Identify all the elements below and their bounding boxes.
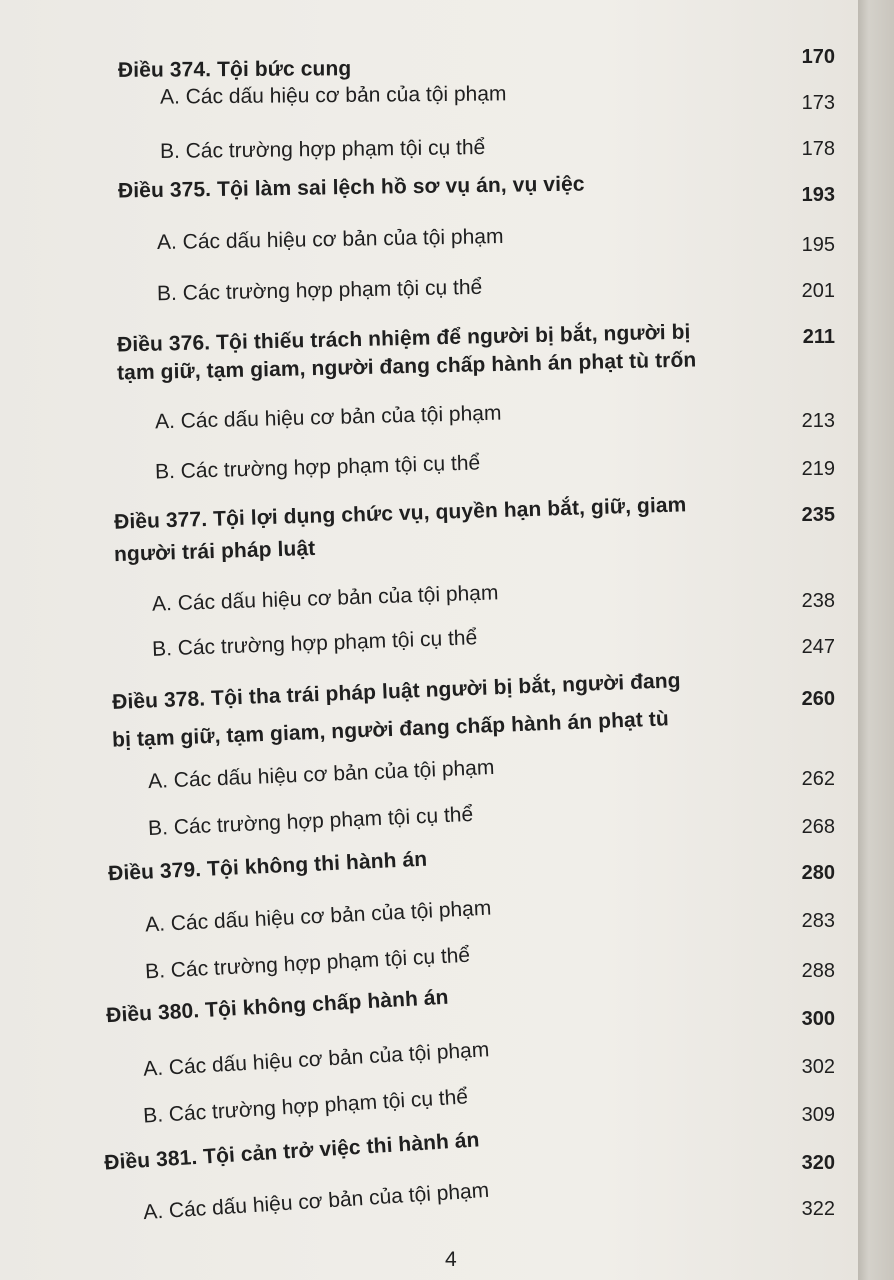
toc-article-title: Điều 377. Tội lợi dụng chức vụ, quyền hạn bắt, giữ, giam (113, 493, 687, 534)
toc-page-number: 211 (802, 326, 835, 348)
toc-article-title-continued: bị tạm giữ, tạm giam, người đang chấp hành án phạt tù (111, 707, 670, 752)
toc-section-title: B. Các trường hợp phạm tội cụ thể (144, 943, 471, 984)
toc-page-number: 235 (801, 504, 835, 526)
toc-article-title-continued: tạm giữ, tạm giam, người đang chấp hành án phạt tù trốn (116, 348, 697, 385)
toc-section-title: B. Các trường hợp phạm tội cụ thể (156, 275, 483, 306)
toc-page-number: 219 (801, 458, 835, 480)
toc-page-number: 193 (801, 184, 835, 206)
toc-article-title-continued: người trái pháp luật (113, 536, 316, 567)
toc-article-title: Điều 376. Tội thiếu trách nhiệm để người bị bắt, người bị (116, 320, 691, 357)
toc-page-number: 247 (801, 636, 835, 658)
toc-section-title: B. Các trường hợp phạm tội cụ thể (159, 136, 486, 163)
toc-section-title: B. Các trường hợp phạm tội cụ thể (154, 451, 481, 484)
toc-article-title: Điều 379. Tội không thi hành án (107, 847, 428, 886)
toc-page-number: 178 (801, 138, 835, 160)
toc-article-title: Điều 374. Tội bức cung (117, 57, 352, 82)
toc-page-number: 195 (801, 234, 835, 256)
toc-page-number: 280 (801, 862, 835, 884)
toc-page-number: 283 (801, 910, 835, 932)
toc-article-title: Điều 380. Tội không chấp hành án (105, 985, 450, 1028)
toc-article-title: Điều 375. Tội làm sai lệch hồ sơ vụ án, vụ việc (117, 172, 585, 203)
toc-section-title: A. Các dấu hiệu cơ bản của tội phạm (147, 755, 495, 794)
toc-page-number: 238 (801, 590, 835, 612)
toc-page-number: 322 (801, 1198, 835, 1220)
toc-section-title: B. Các trường hợp phạm tội cụ thể (151, 626, 478, 661)
toc-article-title: Điều 378. Tội tha trái pháp luật người bị bắt, người đang (111, 669, 682, 714)
toc-section-title: A. Các dấu hiệu cơ bản của tội phạm (151, 581, 499, 616)
toc-page-number: 288 (801, 960, 835, 982)
toc-page-number: 302 (801, 1056, 835, 1078)
toc-page-number: 201 (801, 280, 835, 302)
toc-page-number: 320 (801, 1152, 835, 1174)
toc-section-title: B. Các trường hợp phạm tội cụ thể (142, 1085, 469, 1128)
toc-page-number: 260 (801, 688, 835, 710)
toc-page-number: 173 (801, 92, 835, 114)
page-number: 4 (445, 1248, 457, 1271)
toc-section-title: A. Các dấu hiệu cơ bản của tội phạm (159, 82, 507, 109)
next-page-edge (858, 0, 894, 1280)
toc-section-title: A. Các dấu hiệu cơ bản của tội phạm (154, 401, 502, 434)
toc-page-number: 213 (801, 410, 835, 432)
toc-section-title: A. Các dấu hiệu cơ bản của tội phạm (142, 1178, 490, 1225)
toc-article-title: Điều 381. Tội cản trở việc thi hành án (103, 1128, 481, 1175)
toc-page-number: 262 (801, 768, 835, 790)
toc-section-title: A. Các dấu hiệu cơ bản của tội phạm (142, 1038, 490, 1081)
toc-section-title: A. Các dấu hiệu cơ bản của tội phạm (156, 224, 504, 255)
toc-section-title: B. Các trường hợp phạm tội cụ thể (147, 802, 474, 841)
toc-page-number: 268 (801, 816, 835, 838)
toc-page-number: 170 (801, 46, 835, 68)
toc-page-number: 309 (801, 1104, 835, 1126)
toc-page-number: 300 (801, 1008, 835, 1030)
toc-section-title: A. Các dấu hiệu cơ bản của tội phạm (144, 896, 492, 937)
